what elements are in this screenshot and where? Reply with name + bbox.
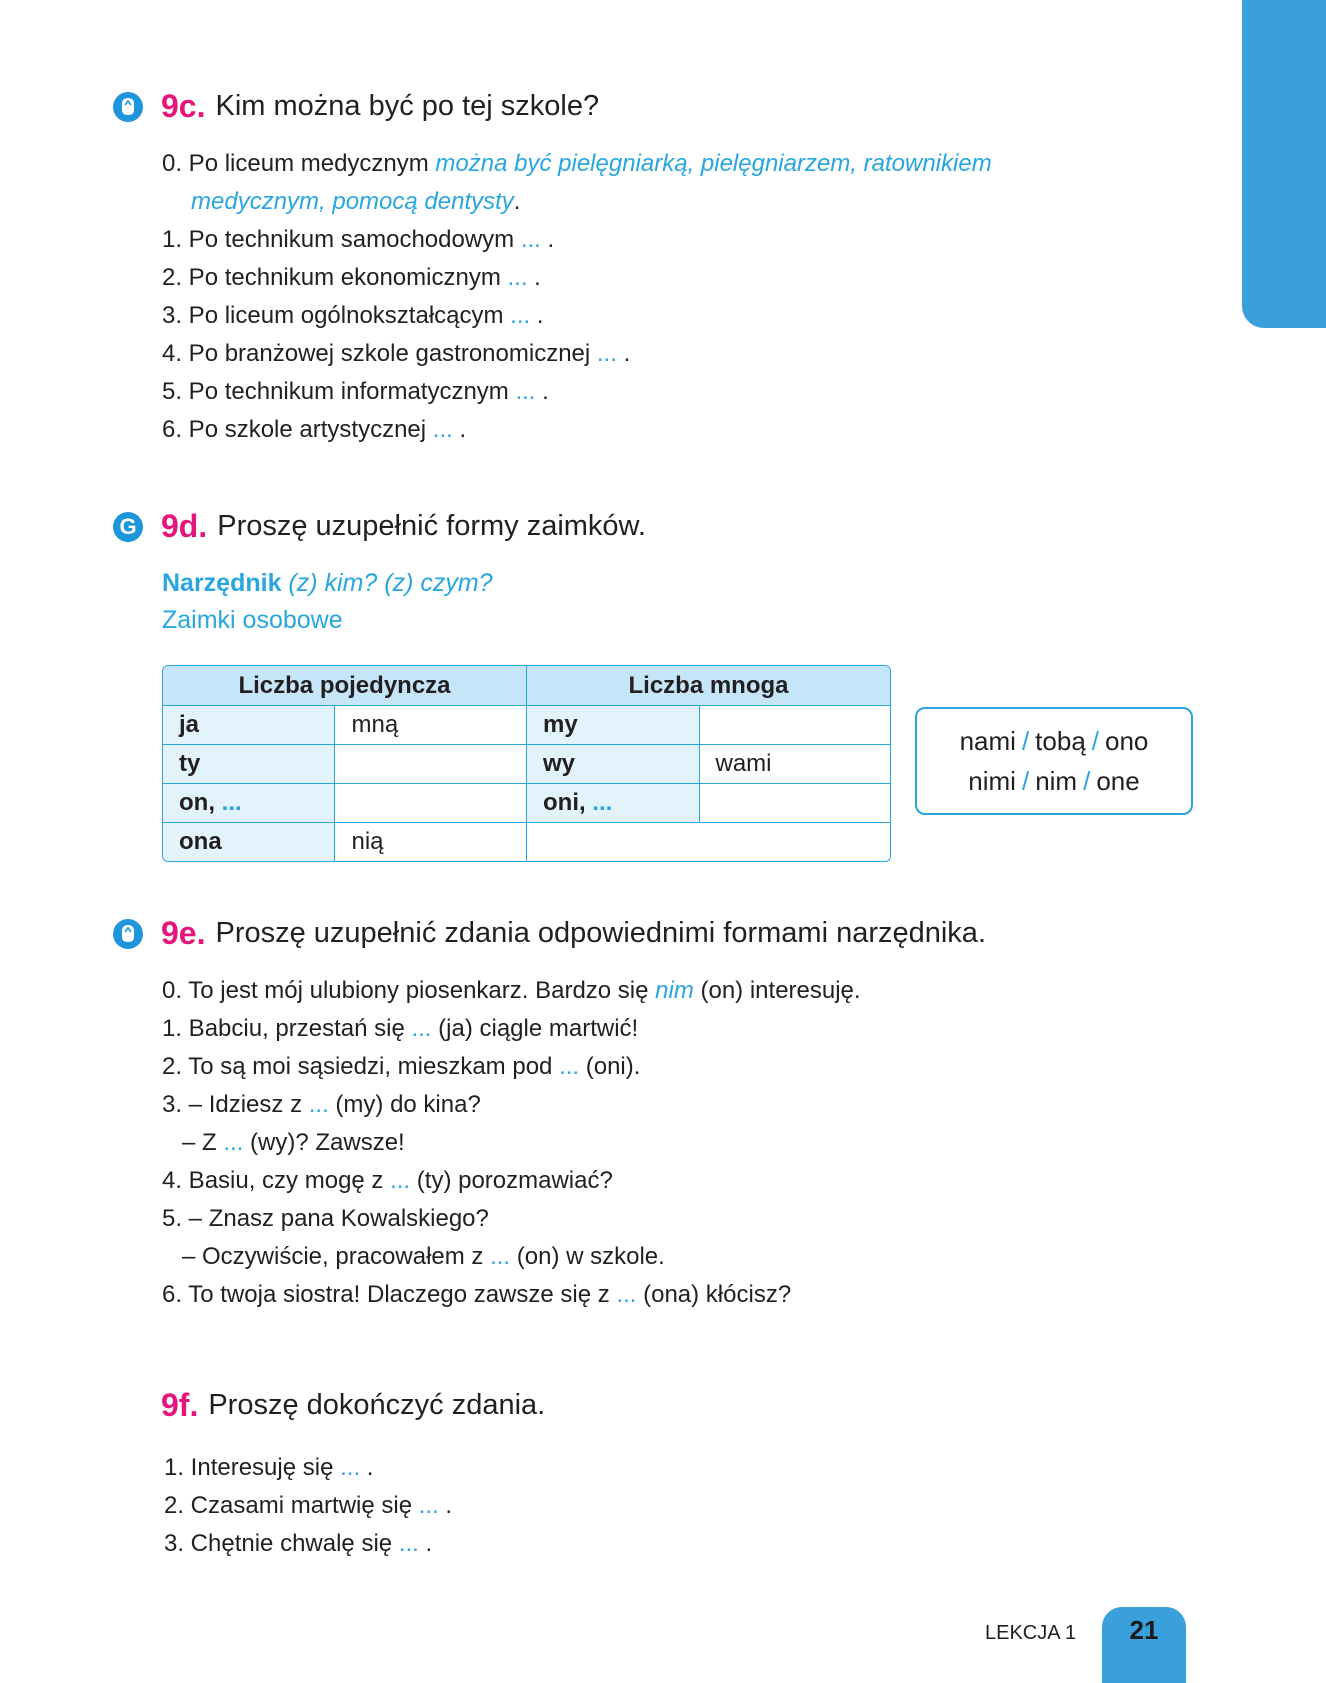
answer-gap: ... [308,1091,329,1118]
list-item: medycznym, pomocą dentysty. [191,188,521,215]
answer-gap: ... [520,226,541,253]
pronoun-form[interactable]: wami [700,745,891,784]
answer-gap: ... [223,1129,244,1156]
word-option[interactable]: nami [959,726,1016,756]
exercise-number: 9e. [161,915,206,951]
list-item: 5. – Znasz pana Kowalskiego? [162,1205,489,1232]
list-item[interactable]: 1. Interesuję się ... . [164,1454,374,1481]
example-answer: można być pielęgniarką, pielęgniarzem, ratownikiem [435,150,992,177]
table-header-row [163,666,890,706]
list-item[interactable]: 1. Babciu, przestań się ... (ja) ciągle martwić! [162,1015,639,1042]
table-row [163,823,890,861]
pronoun-form[interactable] [335,784,527,823]
list-item[interactable]: 6. To twoja siostra! Dlaczego zawsze się z ... (ona) kłócisz? [162,1281,792,1308]
column-header: Liczba pojedyncza [163,666,527,706]
list-item[interactable]: – Z ... (wy)? Zawsze! [182,1129,405,1156]
list-item[interactable]: 3. Po liceum ogólnokształcącym ... . [162,302,544,329]
column-header: Liczba mnoga [527,666,890,706]
list-item: 0. To jest mój ulubiony piosenkarz. Bardzo się nim (on) interesuję. [162,977,861,1004]
pronoun-form[interactable]: mną [335,706,527,745]
list-item[interactable]: 2. Czasami martwię się ... . [164,1492,453,1519]
list-item[interactable]: 6. Po szkole artystycznej ... . [162,416,467,443]
list-item[interactable]: 3. Chętnie chwalę się ... . [164,1530,433,1557]
answer-gap: ... [221,789,242,816]
table-row [163,784,890,823]
pronoun-form[interactable] [335,745,527,784]
word-option[interactable]: nim [1035,766,1078,796]
list-item: 0. Po liceum medycznym można być pielęgniarką, pielęgniarzem, ratownikiem [162,150,992,177]
answer-gap: ... [432,416,453,443]
case-label: Narzędnik (z) kim? (z) czym? [162,569,493,597]
answer-gap: ... [559,1053,580,1080]
exercise-title: Proszę uzupełnić zdania odpowiednimi formami narzędnika. [215,917,986,949]
exercise-9c-heading [113,88,599,125]
exercise-9e-heading [113,915,986,952]
exercise-9f-heading [161,1387,545,1424]
list-item[interactable]: 3. – Idziesz z ... (my) do kina? [162,1091,481,1118]
pronoun-form[interactable] [700,706,891,745]
answer-gap: ... [596,340,617,367]
side-tab-decoration [1242,0,1326,328]
exercise-9c-list [162,145,992,449]
exercise-number: 9f. [161,1387,199,1423]
answer-gap: ... [340,1454,361,1481]
answer-gap: ... [398,1530,419,1557]
exercise-title: Kim można być po tej szkole? [215,90,600,122]
exercise-number: 9d. [161,508,208,544]
table-subtitle: Zaimki osobowe [162,606,343,634]
example-answer: nim [655,977,694,1004]
speech-icon [113,919,143,949]
word-bank-line: nami / tobą / ono [959,726,1149,756]
answer-gap: ... [510,302,531,329]
speech-icon [113,92,143,122]
answer-gap: ... [390,1167,411,1194]
list-item[interactable]: 1. Po technikum samochodowym ... . [162,226,555,253]
pronoun-form[interactable]: nią [335,823,527,861]
answer-gap: ... [507,264,528,291]
table-row [163,745,890,784]
word-option[interactable]: tobą [1035,726,1086,756]
answer-gap: ... [592,789,613,816]
list-item[interactable]: 4. Po branżowej szkole gastronomicznej ... . [162,340,631,367]
word-bank [915,707,1193,815]
example-answer: medycznym, pomocą dentysty [191,188,514,215]
list-item[interactable]: 2. Po technikum ekonomicznym ... . [162,264,541,291]
exercise-9d-heading [113,508,646,545]
table-row [163,706,890,745]
answer-gap: ... [411,1015,432,1042]
grammar-icon: G [113,512,143,542]
answer-gap: ... [418,1492,439,1519]
pronoun-label: my [527,706,699,745]
word-option[interactable]: one [1096,766,1140,796]
page-number: 21 [1102,1607,1186,1683]
word-option[interactable]: ono [1105,726,1149,756]
exercise-9e-list [162,972,861,1314]
answer-gap: ... [515,378,536,405]
list-item[interactable]: 4. Basiu, czy mogę z ... (ty) porozmawiać? [162,1167,613,1194]
pronoun-table [162,665,891,862]
pronoun-label: on, ... [163,784,335,823]
pronoun-label: oni, ... [527,784,699,823]
exercise-number: 9c. [161,88,206,124]
answer-gap: ... [490,1243,511,1270]
list-item[interactable]: 5. Po technikum informatycznym ... . [162,378,549,405]
empty-cell [527,823,890,861]
answer-gap: ... [616,1281,637,1308]
list-item[interactable]: 2. To są moi sąsiedzi, mieszkam pod ... (oni). [162,1053,641,1080]
pronoun-label: ty [163,745,335,784]
exercise-title: Proszę uzupełnić formy zaimków. [217,510,646,542]
list-item[interactable]: – Oczywiście, pracowałem z ... (on) w szkole. [182,1243,665,1270]
exercise-title: Proszę dokończyć zdania. [208,1389,546,1421]
word-option[interactable]: nimi [968,766,1016,796]
pronoun-label: ona [163,823,335,861]
exercise-9f-list [164,1449,452,1563]
pronoun-label: ja [163,706,335,745]
pronoun-form[interactable] [700,784,891,823]
pronoun-label: wy [527,745,699,784]
lesson-label: LEKCJA 1 [985,1622,1077,1644]
word-bank-line: nimi / nim / one [968,766,1140,796]
